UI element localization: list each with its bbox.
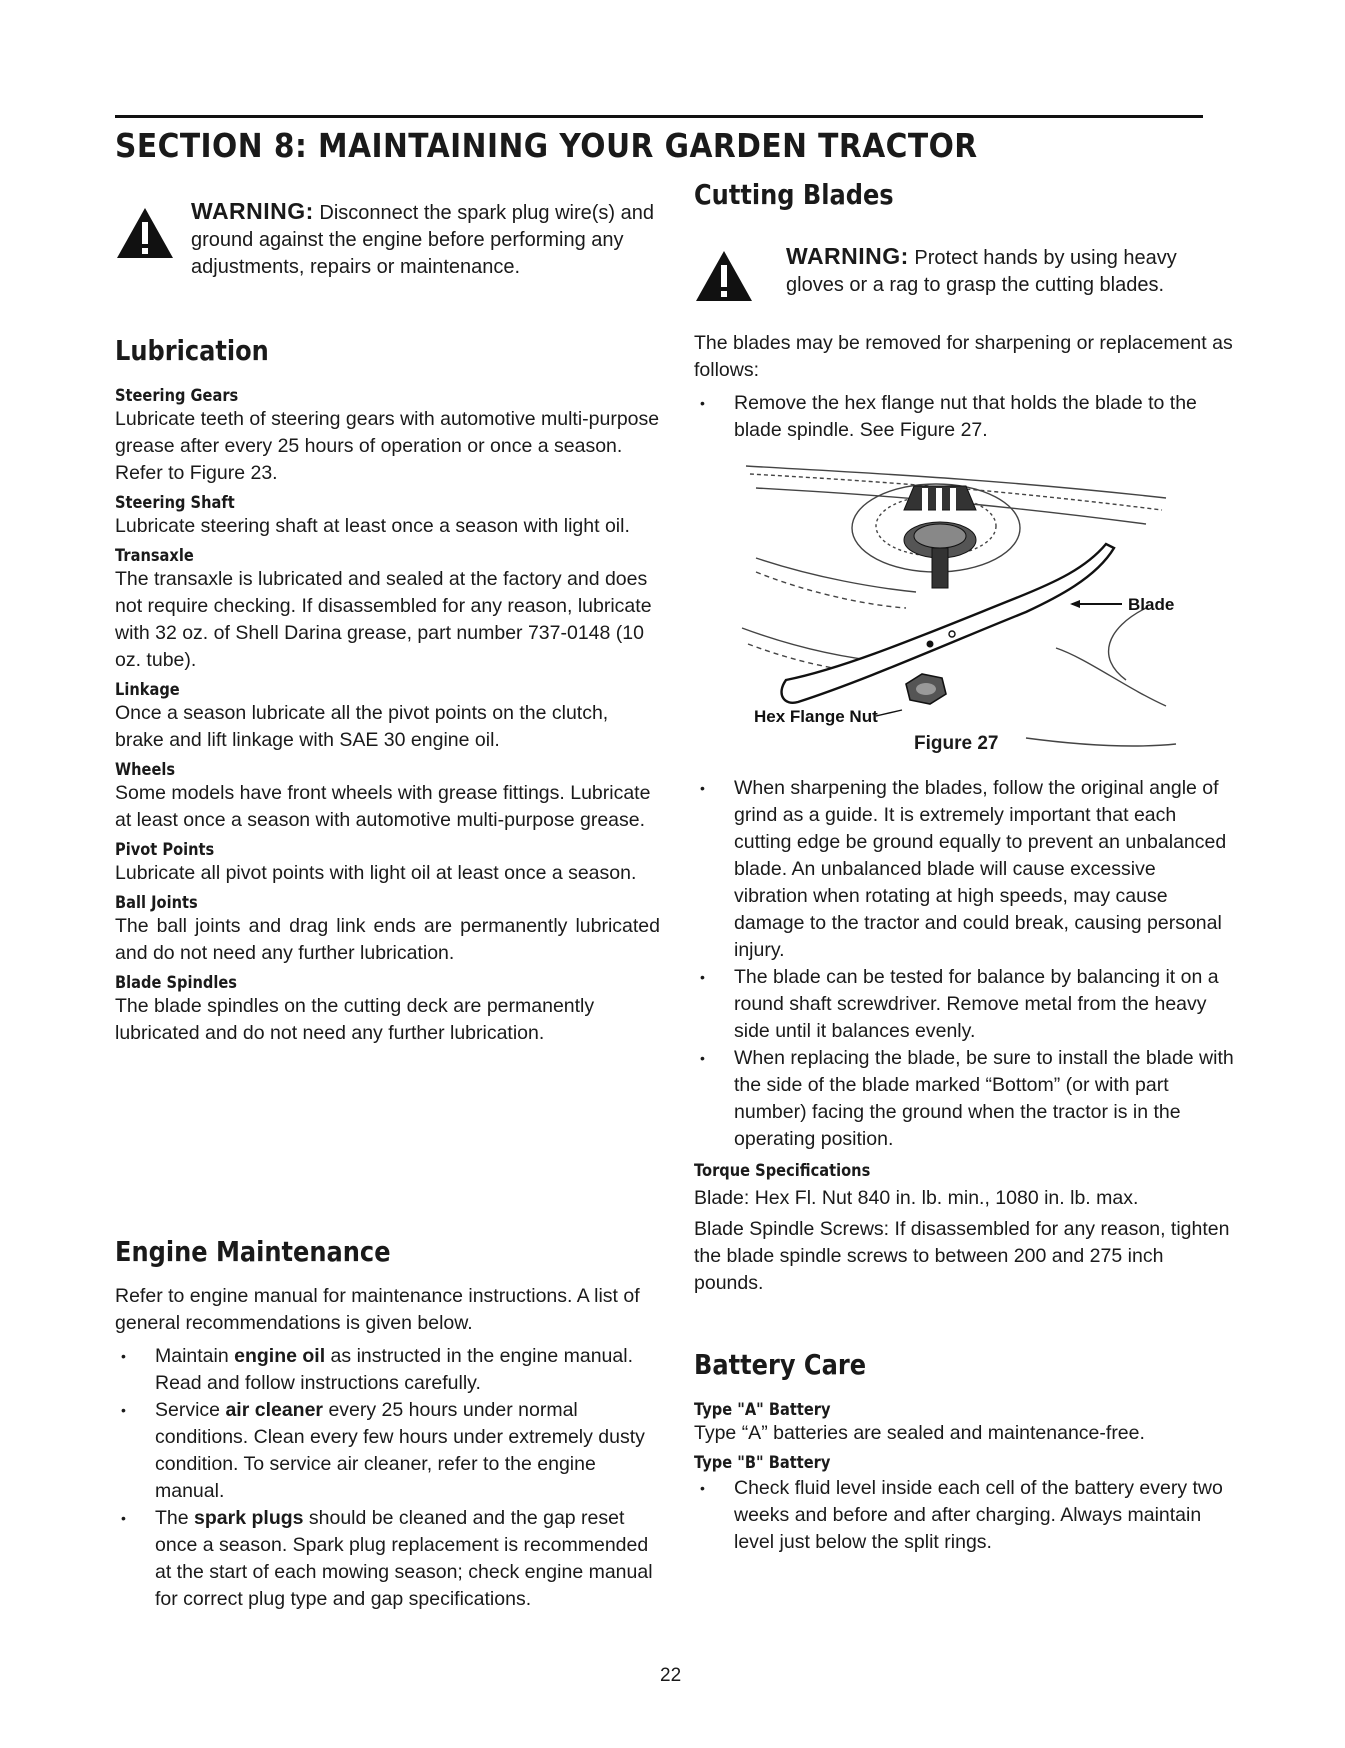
lub-item-text: Lubricate all pivot points with light oil at least once a season.	[115, 862, 637, 884]
lub-item-ball-joints	[115, 893, 660, 967]
warning-label: WARNING:	[191, 198, 314, 224]
label-hex-flange-nut: Hex Flange Nut	[754, 707, 878, 726]
type-b-title: Type "B" Battery	[694, 1453, 831, 1473]
lub-item-title: Steering Gears	[115, 386, 239, 406]
warning-text: Protect hands by using heavy gloves or a rag to grasp the cutting blades.	[786, 247, 1177, 296]
lub-item-text: Lubricate teeth of steering gears with automotive multi-purpose grease after every 25 hours of operation or once a season. Refer to Figure 23.	[115, 408, 660, 484]
lub-item-text: Some models have front wheels with grease fittings. Lubricate at least once a season with automotive multi-purpose grease.	[115, 782, 651, 831]
engine-bullet-oil: • Maintain engine oil as instructed in the engine manual. Read and follow instructions carefully.	[115, 1343, 660, 1397]
warning-gloves	[694, 243, 1239, 299]
lub-item-title: Blade Spindles	[115, 973, 238, 993]
top-rule	[115, 115, 1203, 118]
bullet-fluid-level: • Check fluid level inside each cell of the battery every two weeks and before and after charging. Always maintain level just below the split rings.	[694, 1475, 1234, 1556]
lub-item-text: The transaxle is lubricated and sealed at the factory and does not require checking. If disassembled for any reason, lubricate with 32 oz. of Shell Darina grease, part number 737-0148 (10 oz. tube).	[115, 568, 652, 671]
lub-item-transaxle	[115, 546, 660, 674]
lubrication-section	[115, 386, 660, 1053]
lub-item-wheels	[115, 760, 660, 834]
engine-bullet-air-cleaner: • Service air cleaner every 25 hours under normal conditions. Clean every few hours under extremely dusty condition. To service air cleaner, refer to the engine manual.	[115, 1397, 660, 1505]
engine-intro: Refer to engine manual for maintenance instructions. A list of general recommendations is given below.	[115, 1285, 640, 1334]
lubrication-heading-wrap	[115, 334, 294, 367]
page-number: 22	[660, 1665, 682, 1686]
lub-item-pivot-points	[115, 840, 660, 887]
blades-first-bullet	[694, 390, 1234, 444]
lub-item-text: The ball joints and drag link ends are permanently lubricated and do not need any further lubrication.	[115, 915, 660, 964]
torque-title: Torque Specifications	[694, 1161, 871, 1181]
engine-section	[115, 1283, 660, 1613]
battery-section	[694, 1400, 1234, 1556]
lub-item-text: The blade spindles on the cutting deck are permanently lubricated and do not need any further lubrication.	[115, 995, 595, 1044]
battery-care-heading: Battery Care	[694, 1348, 867, 1381]
warning-label: WARNING:	[786, 243, 909, 269]
figure-27-blade-illustration	[726, 448, 1186, 764]
lub-item-title: Wheels	[115, 760, 176, 780]
engine-heading-wrap	[115, 1235, 435, 1268]
engine-bullets	[115, 1343, 660, 1613]
label-blade: Blade	[1128, 595, 1175, 614]
cutting-blades-heading: Cutting Blades	[694, 178, 894, 211]
blades-intro: The blades may be removed for sharpening or replacement as follows:	[694, 332, 1233, 381]
blade-bullets-wrap	[694, 775, 1234, 1297]
lub-item-title: Steering Shaft	[115, 493, 235, 513]
blade-bullets	[694, 775, 1234, 1153]
lub-item-title: Ball Joints	[115, 893, 198, 913]
type-a-title: Type "A" Battery	[694, 1400, 831, 1420]
lubrication-heading: Lubrication	[115, 334, 269, 367]
warning-triangle-icon	[115, 206, 175, 260]
engine-maintenance-heading: Engine Maintenance	[115, 1235, 391, 1268]
engine-bullet-spark-plugs: • The spark plugs should be cleaned and the gap reset once a season. Spark plug replacement is recommended at the start of each mowing season; check engine manual for correct plug type and gap specifications.	[115, 1505, 660, 1613]
torque-line-blade: Blade: Hex Fl. Nut 840 in. lb. min., 1080 in. lb. max.	[694, 1187, 1139, 1209]
battery-heading-wrap	[694, 1348, 894, 1381]
warning-triangle-icon	[694, 249, 754, 303]
bullet-replacing: • When replacing the blade, be sure to install the blade with the side of the blade marked “Bottom” (or with part number) facing the ground when the tractor is in the operating position.	[694, 1045, 1234, 1153]
torque-line-spindle: Blade Spindle Screws: If disassembled for any reason, tighten the blade spindle screws to between 200 and 275 inch pounds.	[694, 1218, 1230, 1294]
lub-item-steering-shaft	[115, 493, 660, 540]
cutting-blades-heading-wrap	[694, 178, 926, 211]
lub-item-title: Pivot Points	[115, 840, 215, 860]
lub-item-steering-gears	[115, 386, 660, 487]
bullet-balance-test: • The blade can be tested for balance by balancing it on a round shaft screwdriver. Remove metal from the heavy side until it balances evenly.	[694, 964, 1234, 1045]
bullet-sharpening: • When sharpening the blades, follow the original angle of grind as a guide. It is extremely important that each cutting edge be ground equally to prevent an unbalanced blade. An unbalanced blade will cause excessive vibration when rotating at high speeds, may cause damage to the tractor and could break, causing personal injury.	[694, 775, 1234, 964]
lub-item-linkage	[115, 680, 660, 754]
bullet-remove-nut: • Remove the hex flange nut that holds the blade to the blade spindle. See Figure 27.	[694, 390, 1234, 444]
warning-text: Disconnect the spark plug wire(s) and ground against the engine before performing any adjustments, repairs or maintenance.	[191, 202, 654, 278]
lub-item-blade-spindles	[115, 973, 660, 1047]
figure-caption: Figure 27	[914, 733, 999, 754]
lub-item-text: Lubricate steering shaft at least once a season with light oil.	[115, 515, 630, 537]
warning-disconnect	[115, 198, 655, 281]
section-title: SECTION 8: MAINTAINING YOUR GARDEN TRACTOR	[115, 126, 978, 165]
lub-item-text: Once a season lubricate all the pivot points on the clutch, brake and lift linkage with SAE 30 engine oil.	[115, 702, 609, 751]
lub-item-title: Transaxle	[115, 546, 194, 566]
type-a-text: Type “A” batteries are sealed and maintenance-free.	[694, 1422, 1145, 1444]
type-b-bullets	[694, 1475, 1234, 1556]
blades-intro-wrap	[694, 330, 1234, 444]
lub-item-title: Linkage	[115, 680, 180, 700]
